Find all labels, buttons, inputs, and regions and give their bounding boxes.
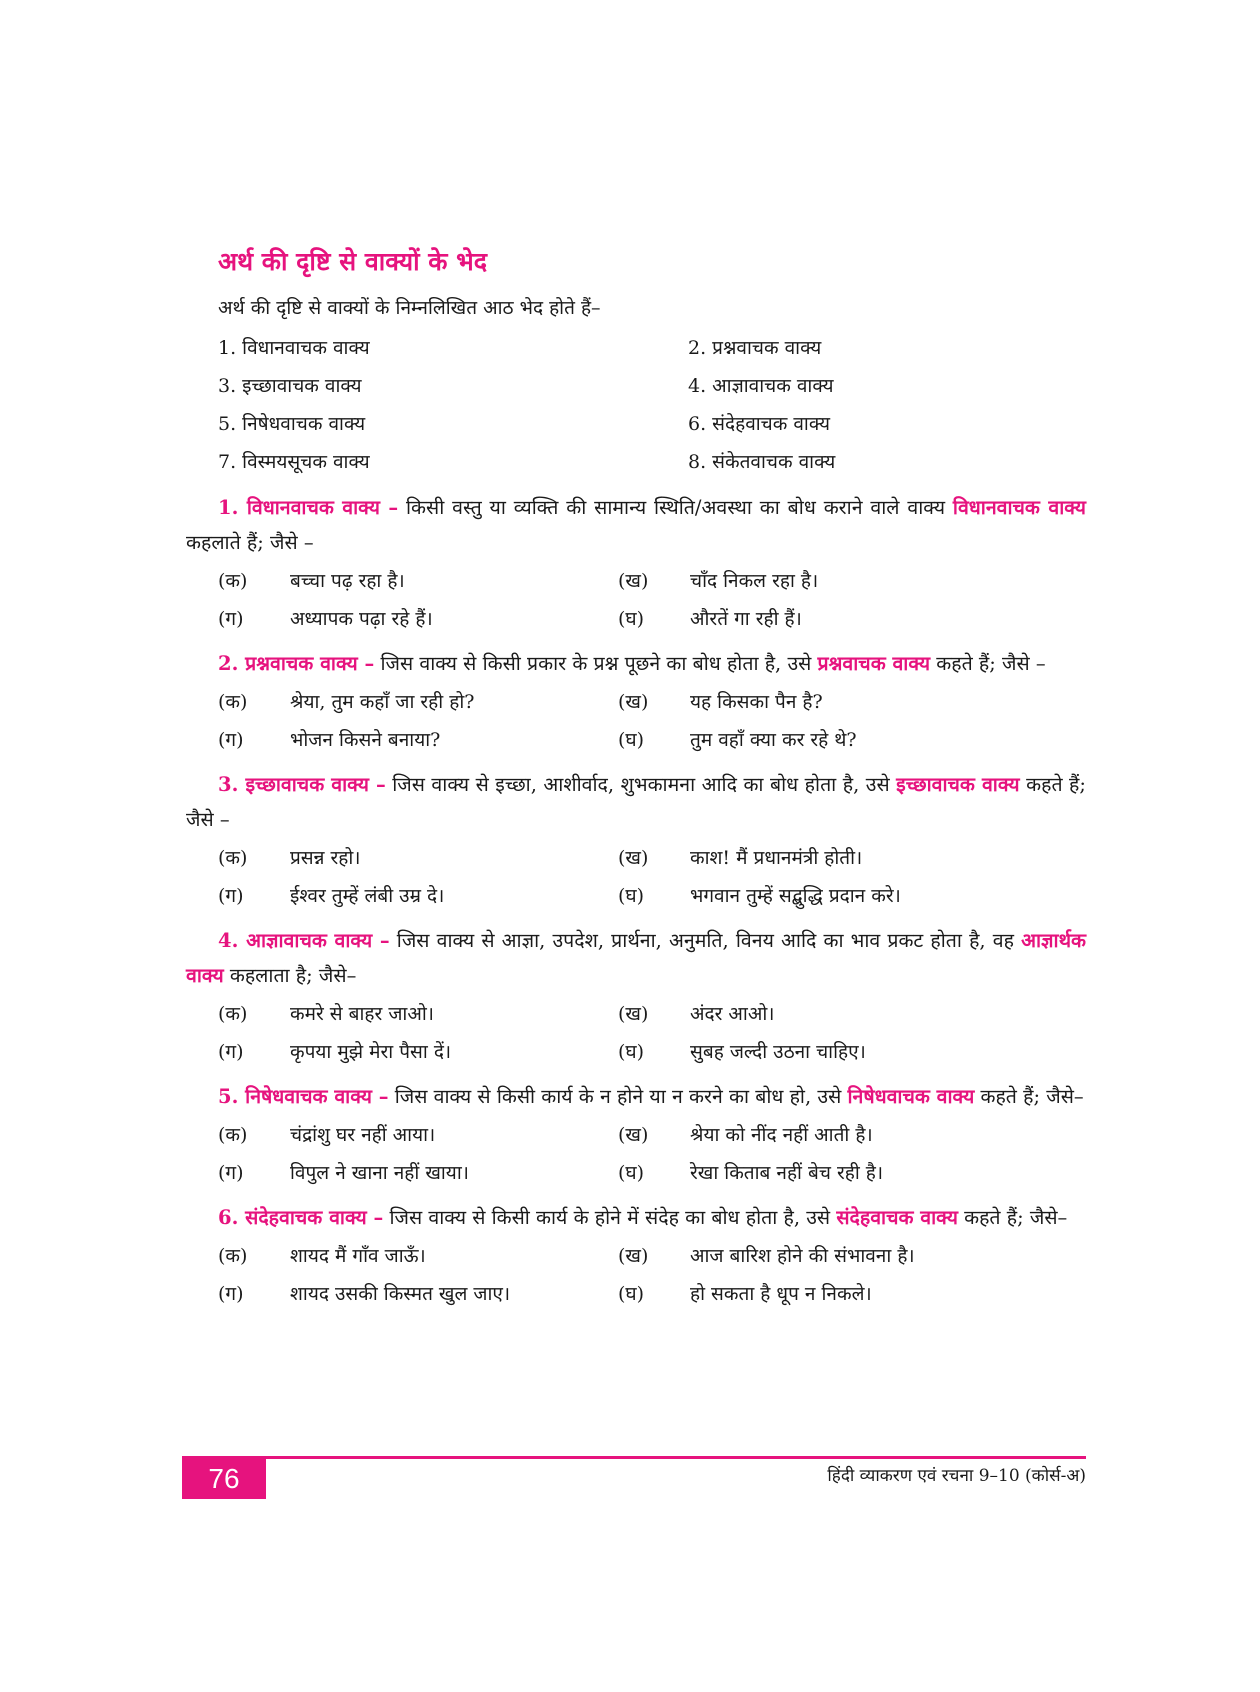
examples-grid — [218, 843, 1086, 911]
footer-divider — [182, 1456, 1086, 1459]
example-text: प्रसन्न रहो। — [290, 847, 361, 869]
example-label: (घ) — [618, 1041, 645, 1063]
example-text: चंद्रांशु घर नहीं आया। — [290, 1124, 436, 1146]
types-list — [218, 334, 1086, 474]
example-text: विपुल ने खाना नहीं खाया। — [290, 1162, 469, 1184]
type-item: 8. संकेतवाचक वाक्य — [688, 451, 836, 473]
type-item: 2. प्रश्नवाचक वाक्य — [688, 337, 822, 359]
section-title: 3. इच्छावाचक वाक्य – — [218, 773, 386, 796]
term-highlight: इच्छावाचक वाक्य — [896, 773, 1020, 796]
term-highlight: संदेहवाचक वाक्य — [836, 1206, 958, 1229]
definition-paragraph — [186, 923, 1086, 993]
examples-grid — [218, 687, 1086, 755]
example-label: (ग) — [218, 729, 244, 751]
sections — [186, 490, 1086, 1309]
definition-paragraph — [186, 1200, 1086, 1235]
definition-text-end: कहते हैं; जैसे – — [186, 773, 1086, 831]
example-label: (ख) — [618, 1003, 649, 1025]
example-text: भोजन किसने बनाया? — [290, 729, 441, 751]
example-label: (ग) — [218, 1283, 244, 1305]
example-label: (क) — [218, 1124, 248, 1146]
definition-text-end: कहलाते हैं; जैसे – — [186, 531, 314, 554]
example-text: रेखा किताब नहीं बेच रही है। — [690, 1162, 884, 1184]
type-item: 6. संदेहवाचक वाक्य — [688, 413, 831, 435]
example-text: यह किसका पैन है? — [690, 691, 823, 713]
intro-text: अर्थ की दृष्टि से वाक्यों के निम्नलिखित आठ भेद होते हैं– — [218, 297, 601, 319]
definition-text: किसी वस्तु या व्यक्ति की सामान्य स्थिति/अवस्था का बोध कराने वाले वाक्य — [398, 496, 953, 519]
definition-text: जिस वाक्य से किसी प्रकार के प्रश्न पूछने का बोध होता है, उसे — [374, 652, 818, 675]
example-label: (ख) — [618, 847, 649, 869]
example-text: बच्चा पढ़ रहा है। — [290, 570, 405, 592]
content — [186, 244, 1086, 1321]
example-text: सुबह जल्दी उठना चाहिए। — [690, 1041, 866, 1063]
example-text: श्रेया, तुम कहाँ जा रही हो? — [290, 691, 475, 713]
example-label: (ख) — [618, 1124, 649, 1146]
definition-paragraph — [186, 646, 1086, 681]
example-text: शायद मैं गाँव जाऊँ। — [290, 1245, 426, 1267]
term-highlight: प्रश्नवाचक वाक्य — [817, 652, 931, 675]
example-label: (घ) — [618, 608, 645, 630]
example-text: ईश्वर तुम्हें लंबी उम्र दे। — [290, 885, 445, 907]
examples-grid — [218, 566, 1086, 634]
examples-grid — [218, 999, 1086, 1067]
definition-text-end: कहते हैं; जैसे – — [930, 652, 1046, 675]
definition-paragraph — [186, 490, 1086, 560]
type-item: 5. निषेधवाचक वाक्य — [218, 413, 366, 435]
example-label: (क) — [218, 1003, 248, 1025]
example-label: (ग) — [218, 1162, 244, 1184]
type-item: 7. विस्मयसूचक वाक्य — [218, 451, 370, 473]
example-text: चाँद निकल रहा है। — [690, 570, 819, 592]
section-title: 5. निषेधवाचक वाक्य – — [218, 1085, 389, 1108]
example-label: (घ) — [618, 1283, 645, 1305]
example-label: (ख) — [618, 570, 649, 592]
examples-grid — [218, 1241, 1086, 1309]
definition-text: जिस वाक्य से किसी कार्य के न होने या न करने का बोध हो, उसे — [388, 1085, 848, 1108]
example-label: (ग) — [218, 1041, 244, 1063]
example-text: अंदर आओ। — [690, 1003, 775, 1025]
example-text: तुम वहाँ क्या कर रहे थे? — [690, 729, 857, 751]
example-label: (ख) — [618, 1245, 649, 1267]
term-highlight: निषेधवाचक वाक्य — [847, 1085, 975, 1108]
example-text: औरतें गा रही हैं। — [690, 608, 802, 630]
section-title: 4. आज्ञावाचक वाक्य – — [218, 929, 390, 952]
page-number: 76 — [182, 1459, 266, 1499]
example-text: श्रेया को नींद नहीं आती है। — [690, 1124, 873, 1146]
example-text: अध्यापक पढ़ा रहे हैं। — [290, 608, 433, 630]
book-title: हिंदी व्याकरण एवं रचना 9–10 (कोर्स-अ) — [827, 1466, 1086, 1486]
examples-grid — [218, 1120, 1086, 1188]
example-text: हो सकता है धूप न निकले। — [690, 1283, 872, 1305]
example-label: (घ) — [618, 1162, 645, 1184]
example-label: (ख) — [618, 691, 649, 713]
example-label: (क) — [218, 570, 248, 592]
section-title: 6. संदेहवाचक वाक्य – — [218, 1206, 384, 1229]
section-title: 2. प्रश्नवाचक वाक्य – — [218, 652, 375, 675]
example-label: (क) — [218, 1245, 248, 1267]
example-label: (ग) — [218, 608, 244, 630]
definition-text: जिस वाक्य से किसी कार्य के होने में संदेह का बोध होता है, उसे — [383, 1206, 837, 1229]
section-title: 1. विधानवाचक वाक्य – — [218, 496, 399, 519]
example-text: शायद उसकी किस्मत खुल जाए। — [290, 1283, 511, 1305]
type-item: 1. विधानवाचक वाक्य — [218, 337, 370, 359]
example-text: भगवान तुम्हें सद्बुद्धि प्रदान करे। — [690, 885, 901, 907]
example-label: (घ) — [618, 885, 645, 907]
example-label: (ग) — [218, 885, 244, 907]
example-text: कृपया मुझे मेरा पैसा दें। — [290, 1041, 452, 1063]
example-label: (घ) — [618, 729, 645, 751]
definition-text: जिस वाक्य से आज्ञा, उपदेश, प्रार्थना, अनुमति, विनय आदि का भाव प्रकट होता है, वह — [389, 929, 1022, 952]
example-text: आज बारिश होने की संभावना है। — [690, 1245, 915, 1267]
definition-text: जिस वाक्य से इच्छा, आशीर्वाद, शुभकामना आदि का बोध होता है, उसे — [385, 773, 897, 796]
type-item: 4. आज्ञावाचक वाक्य — [688, 375, 834, 397]
section-heading: अर्थ की दृष्टि से वाक्यों के भेद — [218, 247, 487, 276]
definition-text-end: कहते हैं; जैसे– — [957, 1206, 1068, 1229]
term-highlight: आज्ञार्थक वाक्य — [186, 929, 1087, 987]
example-text: कमरे से बाहर जाओ। — [290, 1003, 434, 1025]
example-label: (क) — [218, 691, 248, 713]
example-text: काश! मैं प्रधानमंत्री होती। — [690, 847, 863, 869]
definition-paragraph — [186, 1079, 1086, 1114]
definition-text-end: कहलाता है; जैसे– — [223, 964, 357, 987]
example-label: (क) — [218, 847, 248, 869]
term-highlight: विधानवाचक वाक्य — [952, 496, 1086, 519]
definition-paragraph — [186, 767, 1086, 837]
definition-text-end: कहते हैं; जैसे– — [974, 1085, 1084, 1108]
type-item: 3. इच्छावाचक वाक्य — [218, 375, 362, 397]
